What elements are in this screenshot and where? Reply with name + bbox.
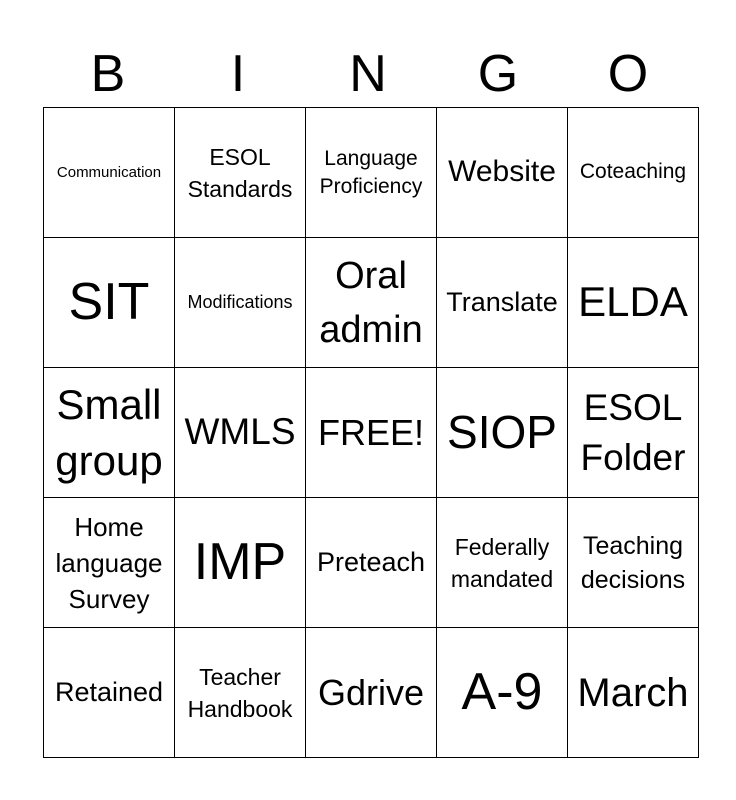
bingo-cell[interactable] [568,498,699,628]
header-letter-o: O [607,45,649,103]
cell-text: WMLS [184,411,296,453]
bingo-cell[interactable] [568,368,699,498]
bingo-cell[interactable] [437,238,568,368]
bingo-grid [43,107,699,758]
bingo-cell[interactable] [306,238,437,368]
grid-row [44,108,699,238]
bingo-cell[interactable] [568,108,699,238]
cell-text: Teaching decisions [580,531,686,594]
cell-text: March [577,670,689,715]
bingo-cell[interactable] [437,498,568,628]
grid-row [44,238,699,368]
cell-text: Teacher Handbook [187,663,293,722]
cell-text: Retained [54,676,164,707]
cell-text: IMP [193,532,287,591]
header-letter-b: B [90,45,126,103]
cell-text: Home language Survey [55,511,163,614]
bingo-cell[interactable] [437,108,568,238]
cell-text: Modifications [187,292,293,313]
cell-text: Coteaching [579,160,687,184]
bingo-cell[interactable] [175,238,306,368]
cell-text: ELDA [578,278,688,326]
bingo-cell[interactable] [44,368,175,498]
cell-text: SIOP [447,406,557,459]
cell-text: ESOL Folder [580,386,686,478]
bingo-cell[interactable] [175,108,306,238]
cell-text: Communication [56,163,162,181]
cell-text: Federally mandated [450,533,554,592]
cell-text: Small group [55,380,163,484]
grid-row [44,628,699,758]
bingo-cell[interactable] [306,368,437,498]
cell-text: Website [448,155,556,189]
bingo-cell[interactable] [437,628,568,758]
bingo-cell[interactable] [44,498,175,628]
bingo-cell[interactable] [306,628,437,758]
bingo-cell[interactable] [175,628,306,758]
bingo-cell[interactable] [568,628,699,758]
header-letter-g: G [477,45,519,103]
bingo-cell[interactable] [44,238,175,368]
cell-text: Oral admin [319,254,423,351]
cell-text: Language Proficiency [319,146,423,198]
cell-text: FREE! [317,411,424,453]
header-letter-i: I [230,45,246,103]
grid-row [44,498,699,628]
grid-row [44,368,699,498]
bingo-cell[interactable] [306,108,437,238]
bingo-cell[interactable] [44,108,175,238]
bingo-cell[interactable] [44,628,175,758]
bingo-cell[interactable] [175,498,306,628]
cell-text: Gdrive [317,671,425,713]
header-letter-n: N [349,45,387,103]
cell-text: Preteach [316,546,426,577]
bingo-cell[interactable] [437,368,568,498]
cell-text: A-9 [461,662,543,721]
cell-text: Translate [446,286,558,317]
cell-text: ESOL Standards [187,143,293,202]
bingo-cell[interactable] [306,498,437,628]
cell-text: SIT [68,272,150,331]
bingo-header [43,40,693,108]
bingo-cell[interactable] [568,238,699,368]
bingo-cell[interactable] [175,368,306,498]
